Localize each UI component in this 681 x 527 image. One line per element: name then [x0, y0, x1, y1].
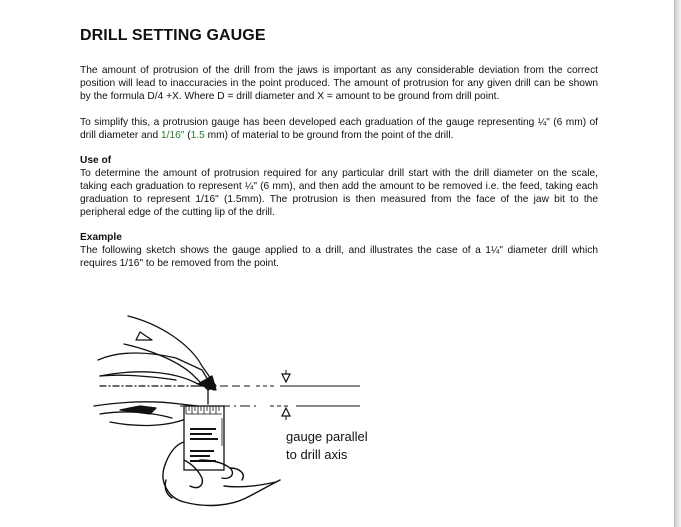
lower-marker-icon: [282, 408, 290, 416]
document-body: [80, 27, 598, 270]
simplify-fraction: 1/16": [160, 130, 185, 141]
sketch-caption: [286, 428, 368, 464]
example-heading: Example: [80, 232, 122, 243]
simplify-text-1: To simplify this, a protrusion gauge has been developed each graduation of the gauge representing ¼" (6 mm) of drill diameter and: [80, 117, 598, 141]
simplify-text-2: (: [184, 130, 191, 141]
drill-gauge-sketch: [80, 310, 380, 510]
simplify-text-3: mm) of material to be ground from the point of the drill.: [204, 130, 454, 141]
upper-marker-icon: [282, 374, 290, 382]
caption-line-2: to drill axis: [286, 447, 348, 462]
use-paragraph: To determine the amount of protrusion required for any particular drill start with the drill diameter on the scale, taking each graduation to represent ¼" (6 mm), and then add the amount to be removed i.e. the feed, taking each graduation to represent 1/16" (1.5mm). The protrusion is then measured from the face of the jaw bit to the peripheral edge of the cutting lip of the drill.: [80, 168, 598, 218]
intro-paragraph: The amount of protrusion of the drill from the jaws is important as any considerable deviation from the correct position will lead to inaccuracies in the point produced. The amount of protrusion for any given drill can be shown by the formula D/4 +X. Where D = drill diameter and X = amount to be ground from drill point.: [80, 65, 598, 102]
page-title: DRILL SETTING GAUGE: [80, 27, 266, 44]
simplify-mm: 1.5: [190, 130, 205, 141]
caption-line-1: gauge parallel: [286, 429, 368, 444]
page-shadow: [675, 0, 681, 527]
simplify-paragraph: [80, 116, 598, 142]
example-paragraph: The following sketch shows the gauge applied to a drill, and illustrates the case of a 1¼" diameter drill which requires 1/16" to be removed from the point.: [80, 245, 598, 269]
use-heading: Use of: [80, 155, 112, 166]
